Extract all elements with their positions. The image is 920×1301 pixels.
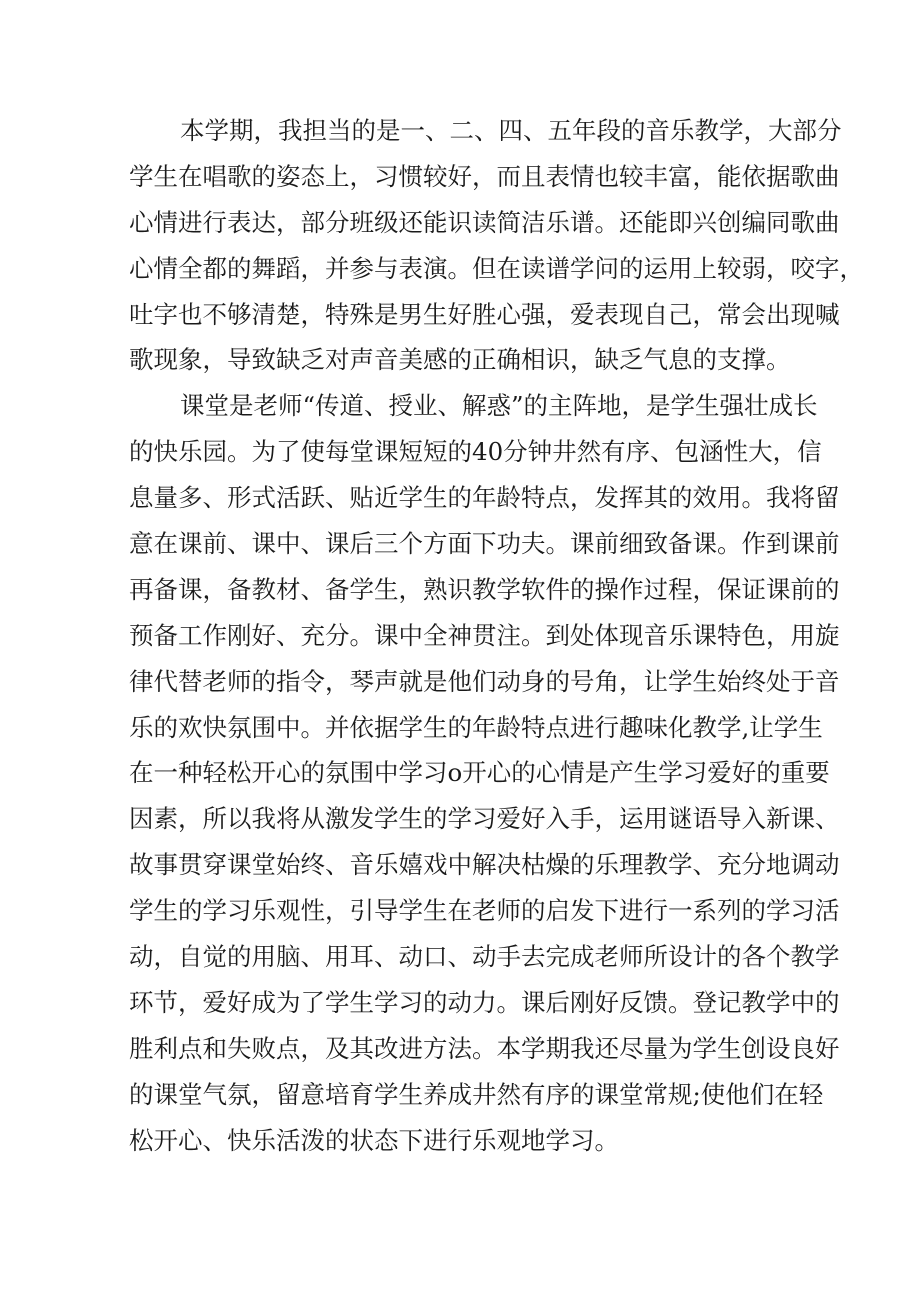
paragraph-line: 本学期，我担当的是一、二、四、五年段的音乐教学，大部分 [180,116,842,145]
paragraph-line: 的课堂气氛，留意培育学生养成井然有序的课堂常规;使他们在轻 [129,1079,824,1109]
paragraph-line: 律代替老师的指令，琴声就是他们动身的号角，让学生始终处于音 [129,666,840,696]
paragraph-line: 心情进行表达，部分班级还能识读简洁乐谱。还能即兴创编同歌曲 [129,207,840,237]
paragraph-line: 因素，所以我将从激发学生的学习爱好入手，运用谜语导入新课、 [129,804,840,834]
paragraph-line: 在一种轻松开心的氛围中学习o开心的心情是产生学习爱好的重要 [129,758,830,788]
paragraph-line: 故事贯穿课堂始终、音乐嬉戏中解决枯燥的乐理教学、充分地调动 [129,850,840,880]
paragraph-line: 乐的欢快氛围中。并依据学生的年龄特点进行趣味化教学,让学生 [129,712,823,742]
paragraph-line: 吐字也不够清楚，特殊是男生好胜心强，爱表现自己，常会出现喊 [129,299,840,329]
paragraph-line: 课堂是老师“传道、授业、解惑”的主阵地，是学生强壮成长 [180,391,818,421]
paragraph-2 [129,383,840,1163]
paragraph-line: 的快乐园。为了使每堂课短短的40分钟井然有序、包涵性大，信 [129,437,822,467]
paragraph-line: 学生在唱歌的姿态上，习惯较好，而且表情也较丰富，能依据歌曲 [129,161,840,191]
paragraph-line: 意在课前、课中、课后三个方面下功夫。课前细致备课。作到课前 [129,529,840,559]
paragraph-line: 预备工作刚好、充分。课中全神贯注。到处体现音乐课特色，用旋 [129,620,840,650]
paragraph-line: 动，自觉的用脑、用耳、动口、动手去完成老师所设计的各个教学 [129,942,840,972]
paragraph-line: 歌现象，导致缺乏对声音美感的正确相识，缺乏气息的支撑。 [129,345,791,375]
paragraph-line: 再备课，备教材、备学生，熟识教学软件的操作过程，保证课前的 [129,574,840,604]
paragraph-1 [129,108,864,383]
paragraph-line: 学生的学习乐观性，引导学生在老师的启发下进行一系列的学习活 [129,896,840,926]
document-body [129,108,864,1163]
paragraph-line: 胜利点和失败点，及其改进方法。本学期我还尽量为学生创设良好 [129,1033,840,1063]
paragraph-line: 松开心、快乐活泼的状态下进行乐观地学习。 [129,1125,619,1155]
paragraph-line: 心情全都的舞蹈，并参与表演。但在读谱学问的运用上较弱，咬字， [129,253,864,283]
paragraph-line: 环节，爱好成为了学生学习的动力。课后刚好反馈。登记教学中的 [129,987,840,1017]
paragraph-line: 息量多、形式活跃、贴近学生的年龄特点，发挥其的效用。我将留 [129,483,840,513]
